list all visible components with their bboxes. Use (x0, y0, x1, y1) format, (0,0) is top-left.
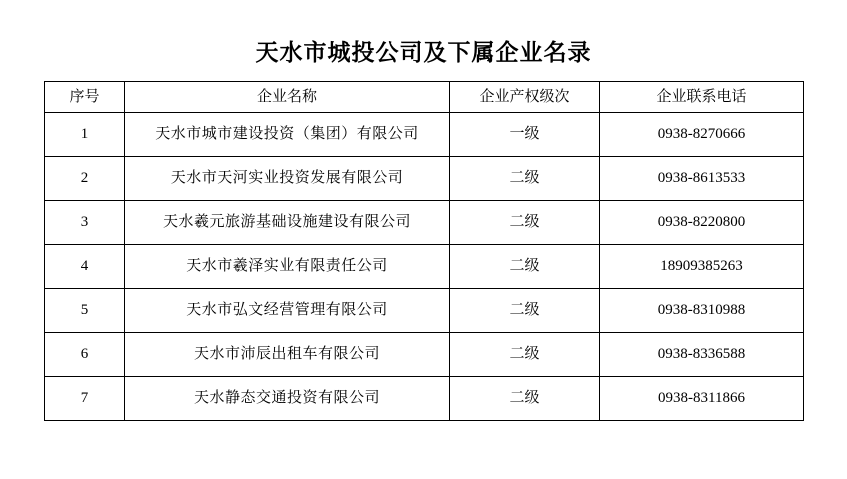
column-header-name: 企业名称 (125, 82, 450, 113)
cell-company-name: 天水市羲泽实业有限责任公司 (125, 245, 450, 289)
cell-level: 二级 (450, 333, 600, 377)
cell-level: 二级 (450, 289, 600, 333)
table-row (45, 289, 804, 333)
table-header (45, 82, 804, 113)
cell-phone: 0938-8220800 (600, 201, 804, 245)
cell-company-name: 天水静态交通投资有限公司 (125, 377, 450, 421)
cell-company-name: 天水羲元旅游基础设施建设有限公司 (125, 201, 450, 245)
cell-no: 1 (45, 113, 125, 157)
table-row (45, 245, 804, 289)
column-header-no: 序号 (45, 82, 125, 113)
table-body (45, 113, 804, 421)
cell-level: 二级 (450, 157, 600, 201)
table-row (45, 113, 804, 157)
company-listing-table (44, 81, 804, 421)
cell-phone: 0938-8336588 (600, 333, 804, 377)
cell-no: 2 (45, 157, 125, 201)
table-container (0, 81, 847, 421)
cell-level: 二级 (450, 377, 600, 421)
cell-company-name: 天水市沛辰出租车有限公司 (125, 333, 450, 377)
cell-company-name: 天水市城市建设投资（集团）有限公司 (125, 113, 450, 157)
column-header-level: 企业产权级次 (450, 82, 600, 113)
cell-phone: 18909385263 (600, 245, 804, 289)
page-title: 天水市城投公司及下属企业名录 (255, 40, 592, 65)
cell-phone: 0938-8613533 (600, 157, 804, 201)
cell-no: 3 (45, 201, 125, 245)
cell-no: 4 (45, 245, 125, 289)
cell-no: 6 (45, 333, 125, 377)
cell-phone: 0938-8310988 (600, 289, 804, 333)
cell-level: 一级 (450, 113, 600, 157)
column-header-phone: 企业联系电话 (600, 82, 804, 113)
table-row (45, 333, 804, 377)
cell-level: 二级 (450, 245, 600, 289)
cell-phone: 0938-8311866 (600, 377, 804, 421)
table-header-row (45, 82, 804, 113)
cell-company-name: 天水市弘文经营管理有限公司 (125, 289, 450, 333)
cell-no: 7 (45, 377, 125, 421)
cell-phone: 0938-8270666 (600, 113, 804, 157)
cell-level: 二级 (450, 201, 600, 245)
table-row (45, 157, 804, 201)
table-row (45, 377, 804, 421)
table-row (45, 201, 804, 245)
cell-no: 5 (45, 289, 125, 333)
cell-company-name: 天水市天河实业投资发展有限公司 (125, 157, 450, 201)
